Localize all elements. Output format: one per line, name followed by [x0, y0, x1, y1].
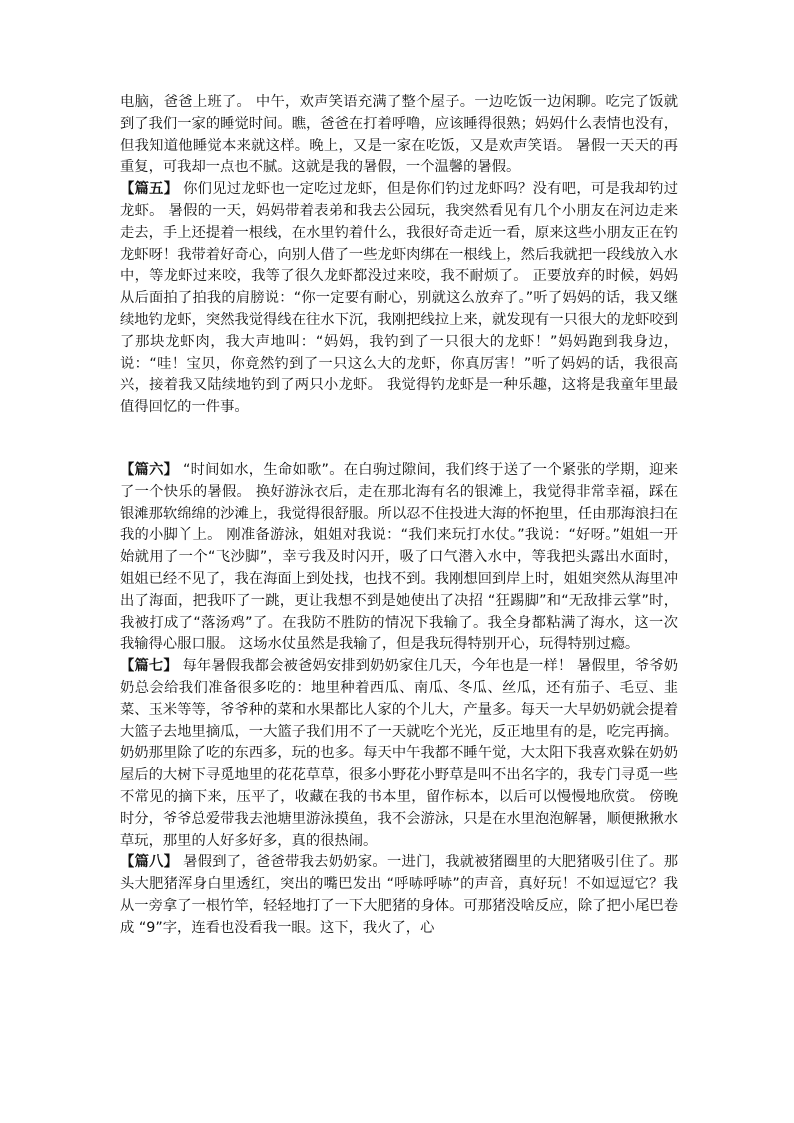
paragraph-heading: 【篇六】 — [120, 461, 179, 478]
paragraph-pian-5 — [120, 179, 678, 419]
paragraph-text: 每年暑假我都会被爸妈安排到奶奶家住几天，今年也是一样！ 暑假里，爷爷奶奶总会给我们准备很多吃的：地里种着西瓜、南瓜、冬瓜、丝瓜，还有茄子、毛豆、韭菜、玉米等等，爷爷种的菜和水果都比人家的个儿大，产量多。每天一大早奶奶就会提着大篮子去地里摘瓜，一大篮子我们用不了一天就吃个光光，反正地里有的是，吃完再摘。 奶奶那里除了吃的东西多，玩的也多。每天中午我都不睡午觉，大太阳下我喜欢躲在奶奶屋后的大树下寻觅地里的花花草草，很多小野花小野草是叫不出名字的，我专门寻觅一些不常见的摘下来，压平了，收藏在我的书本里，留作标本，以后可以慢慢地欣赏。 傍晚时分，爷爷总爱带我去池塘里游泳摸鱼，我不会游泳，只是在水里泡泡解暑，顺便揪揪水草玩，那里的人好多好多，真的很热闹。 — [120, 658, 678, 849]
paragraph-pian-6 — [120, 460, 678, 656]
paragraph-heading: 【篇七】 — [120, 658, 178, 675]
paragraph-text: 暑假到了，爸爸带我去奶奶家。一进门，我就被猪圈里的大肥猪吸引住了。那头大肥猪浑身白里透红，突出的嘴巴发出 “呼哧呼哧”的声音，真好玩！不如逗逗它？我从一旁拿了一根竹竿，轻轻地打了一下大肥猪的身体。可那猪没啥反应，除了把小尾巴卷成 “9”字，连看也没看我一眼。这下，我火了，心 — [120, 854, 679, 936]
paragraph-pian-7 — [120, 656, 678, 852]
paragraph-intro — [120, 92, 678, 179]
paragraph-heading: 【篇八】 — [120, 854, 179, 871]
paragraph-pian-8 — [120, 852, 678, 939]
document-body — [120, 92, 678, 939]
paragraph-heading: 【篇五】 — [120, 181, 179, 198]
blank-gap — [120, 419, 678, 460]
paragraph-text: 电脑，爸爸上班了。 中午，欢声笑语充满了整个屋子。一边吃饭一边闲聊。吃完了饭就到了我们一家的睡觉时间。瞧，爸爸在打着呼噜，应该睡得很熟；妈妈什么表情也没有，但我知道他睡觉本来就这样。晚上，又是一家在吃饭，又是欢声笑语。 暑假一天天的再重复，可我却一点也不腻。这就是我的暑假，一个温馨的暑假。 — [120, 94, 678, 176]
paragraph-text: “时间如水，生命如歌”。在白驹过隙间，我们终于送了一个紧张的学期，迎来了一个快乐的暑假。 换好游泳衣后，走在那北海有名的银滩上，我觉得非常幸福，踩在银滩那软绵绵的沙滩上，我觉得很舒服。所以忍不住投进大海的怀抱里，任由那海浪扫在我的小脚丫上。 刚准备游泳，姐姐对我说：“我们来玩打水仗。”我说：“好呀。”姐姐一开始就用了一个“飞沙脚”，幸亏我及时闪开，吸了口气潜入水中，等我把头露出水面时，姐姐已经不见了，我在海面上到处找，也找不到。我刚想回到岸上时，姐姐突然从海里冲出了海面，把我吓了一跳，更让我想不到是她使出了决招 “狂踢脚”和“无敌排云掌”时，我被打成了“落汤鸡”了。在我防不胜防的情况下我输了。我全身都粘满了海水，这一次我输得心服口服。 这场水仗虽然是我输了，但是我玩得特别开心，玩得特别过瘾。 — [120, 461, 679, 653]
paragraph-text: 你们见过龙虾也一定吃过龙虾，但是你们钓过龙虾吗？没有吧，可是我却钓过龙虾。 暑假的一天，妈妈带着表弟和我去公园玩，我突然看见有几个小朋友在河边走来走去，手上还提着一根线，在水里钓着什么，我很好奇走近一看，原来这些小朋友正在钓龙虾呀！我带着好奇心，向别人借了一些龙虾肉绑在一根线上，然后我就把一段线放入水中，等龙虾过来咬，我等了很久龙虾都没过来咬，我不耐烦了。 正要放弃的时候，妈妈从后面拍了拍我的肩膀说：“你一定要有耐心，别就这么放弃了。”听了妈妈的话，我又继续地钓龙虾，突然我觉得线在往水下沉，我刚把线拉上来，就发现有一只很大的龙虾咬到了那块龙虾肉，我大声地叫：“妈妈，我钓到了一只很大的龙虾！”妈妈跑到我身边，说：“哇！宝贝，你竟然钓到了一只这么大的龙虾，你真厉害！”听了妈妈的话，我很高兴，接着我又陆续地钓到了两只小龙虾。 我觉得钓龙虾是一种乐趣，这将是我童年里最值得回忆的一件事。 — [120, 181, 679, 416]
